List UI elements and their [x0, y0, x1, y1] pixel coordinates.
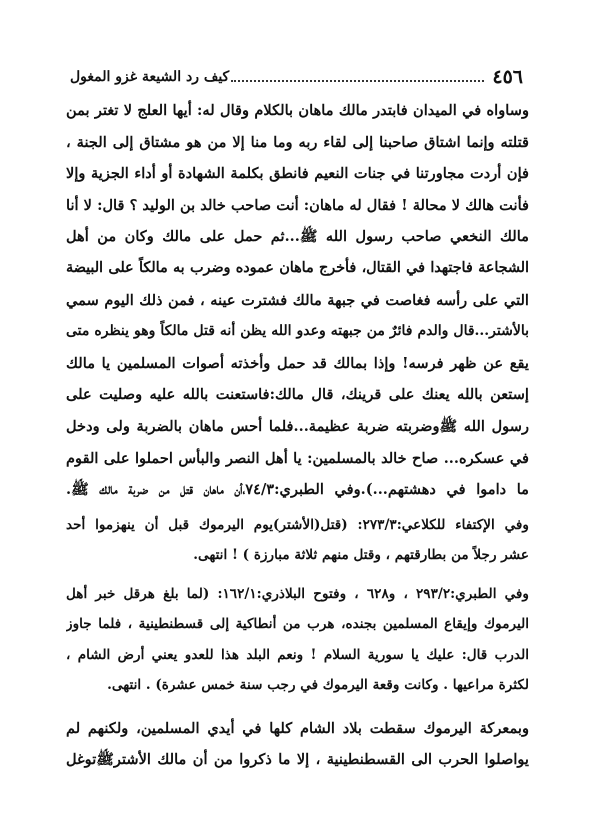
text-line: في عسكره... صاح خالد بالمسلمين: يا أهل النصر والبأس احملوا على القوم	[66, 449, 529, 467]
closing-paragraph	[66, 713, 529, 776]
text-line: وساواه في الميدان فابتدر مالك ماهان بالكلام وقال له: أيها العلج لا تغتر بمن	[66, 102, 529, 119]
running-title: كيف رد الشيعة غزو المغول	[70, 69, 230, 85]
text-line: وفي الإكتفاء للكلاعي:٢٧٣/٣: (قتل(الأشتر)يوم اليرموك قبل أن ينهزموا أحد	[66, 516, 529, 533]
page-header	[70, 58, 523, 88]
text-line: يواصلوا الحرب الى القسطنطينية ، إلا ما ذكروا من أن مالك الأشترﷺتوغل	[66, 751, 529, 769]
text-line: وبمعركة اليرموك سقطت بلاد الشام كلها في أيدي المسلمين، ولكنهم لم	[66, 719, 529, 737]
text-line: إستعن بالله يعنك على قرينك، قال مالك:فاستعنت بالله عليه وصليت على	[66, 386, 529, 404]
text-line: رسول الله ﷺوضربته ضربة عظيمة...فلما أحس ماهان بالضربة ولى ودخل	[66, 417, 529, 435]
text-line: ما داموا في دهشتهم...).وفي الطبري:٧٤/٣،أن ماهان قتل من ضربة مالك ﷺ.	[66, 481, 529, 499]
footnote-tabari	[66, 579, 529, 701]
text-line: الشجاعة فاجتهدا في القتال، فأخرج ماهان عموده وضرب به مالكاً على البيضة	[66, 259, 529, 276]
page-body	[66, 95, 529, 776]
text-line: وفي الطبري:٢٩٣/٢ ، و٦٢٨ ، وفتوح البلاذري:١٦٢/١: (لما بلغ هرقل خبر أهل	[66, 585, 529, 602]
text-line: لكثرة مراعيها . وكانت وقعة اليرموك في رجب سنة خمس عشرة) . انتهى.	[107, 677, 529, 694]
text-line: اليرموك وإيقاع المسلمين بجنده، هرب من أنطاكية إلى قسطنطينية ، فلما جاوز	[66, 616, 529, 633]
header-dotted-leader	[231, 79, 484, 82]
footnote-iktifa	[66, 510, 529, 571]
text-line: فإن أردت مجاورتنا في جنات النعيم فانطق بكلمة الشهادة أو أداء الجزية وإلا	[66, 165, 529, 183]
text-line: يقع عن ظهر فرسه! وإذا بمالك قد حمل وأخذته أصوات المسلمين يا مالك	[66, 354, 529, 372]
text-line: قتلته وإنما اشتاق صاحبنا إلى لقاء ربه وما منا إلا من هو مشتاق إلى الجنة ،	[66, 133, 529, 151]
page-number: ٤٥٦	[492, 66, 523, 88]
text-line: بالأشتر...قال والدم فائرٌ من جبهته وعدو الله يظن أنه قتل مالكاً وهو ينظره متى	[66, 323, 529, 340]
text-line: مالك النخعي صاحب رسول الله ﷺ...ثم حمل على مالك وكان من أهل	[66, 228, 529, 246]
main-paragraph	[66, 95, 529, 506]
text-line: الدرب قال: عليك يا سورية السلام ! ونعم البلد هذا للعدو يعني أرض الشام ،	[66, 646, 529, 663]
text-line: التي على رأسه فغاصت في جبهة مالك فشترت عينه ، فمن ذلك اليوم سمي	[66, 291, 529, 309]
text-line: عشر رجلاً من بطارقتهم ، وقتل منهم ثلاثة مبارزة ) ! انتهى.	[193, 547, 529, 564]
text-line: فأنت هالك لا محالة ! فقال له ماهان: أنت صاحب خالد بن الوليد ؟ قال: لا أنا	[66, 196, 529, 214]
